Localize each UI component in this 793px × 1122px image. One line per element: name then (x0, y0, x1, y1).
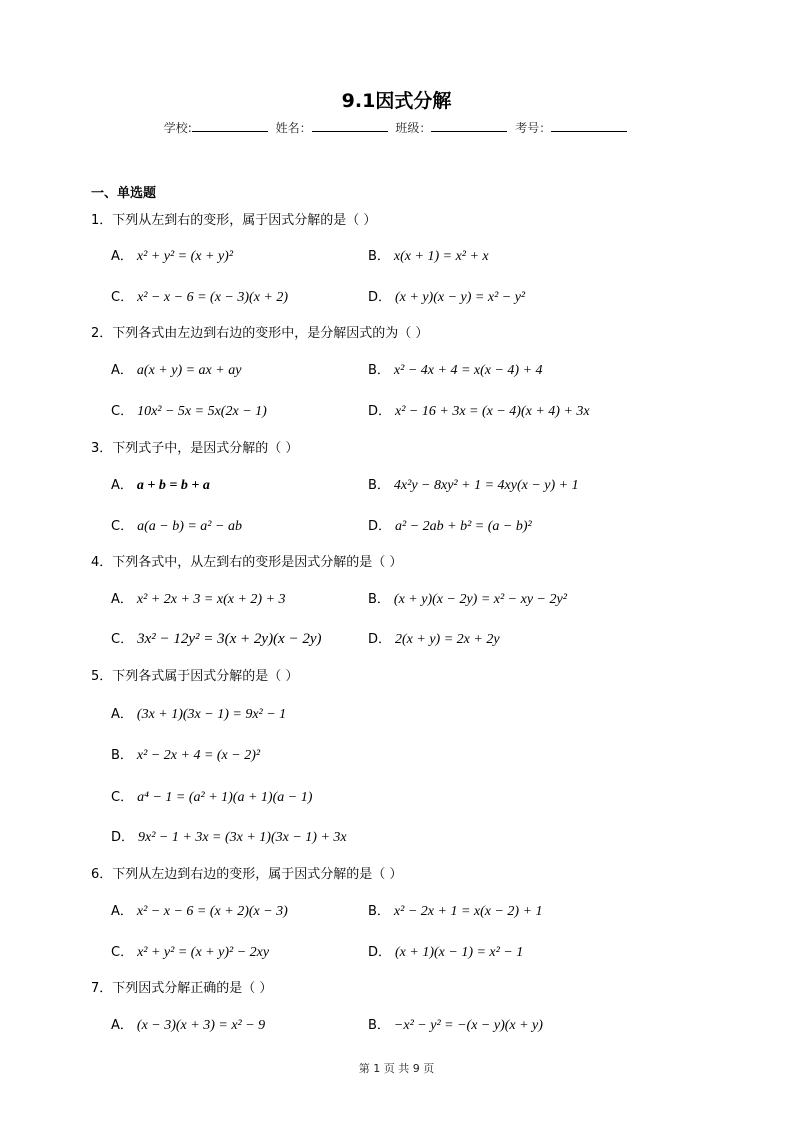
question-stem: 6．下列从左边到右边的变形，属于因式分解的是（ ） (91, 867, 403, 882)
option-b (368, 900, 543, 920)
option-c (111, 400, 267, 420)
option-expression: a⁴ − 1 = (a² + 1)(a + 1)(a − 1) (137, 790, 313, 805)
class-label: 班级： (395, 121, 432, 135)
name-label: 姓名： (275, 121, 312, 135)
option-expression: x² + y² = (x + y)² − 2xy (137, 945, 270, 960)
option-letter: A． (111, 592, 133, 607)
option-a (111, 900, 288, 920)
option-letter: D． (368, 290, 392, 305)
option-letter: A． (111, 478, 133, 493)
page-footer: 第 1 页 共 9 页 (358, 1062, 435, 1075)
option-b (368, 245, 489, 265)
option-letter: D． (368, 404, 392, 419)
option-expression: x² − 16 + 3x = (x − 4)(x + 4) + 3x (395, 404, 590, 419)
option-d (111, 826, 347, 846)
option-b (111, 744, 260, 764)
option-a (111, 1014, 265, 1034)
option-a (111, 703, 286, 723)
option-letter: B． (368, 363, 390, 378)
section-title: 一、单选题 (91, 186, 157, 201)
option-letter: D． (368, 519, 392, 534)
option-letter: A． (111, 904, 133, 919)
student-info-line (0, 119, 793, 136)
option-expression: x² − 2x + 4 = (x − 2)² (136, 748, 261, 763)
school-blank[interactable] (192, 120, 268, 132)
option-expression: −x² − y² = −(x − y)(x + y) (393, 1018, 543, 1033)
option-c (111, 786, 312, 806)
option-letter: B． (111, 748, 133, 763)
page-title: 9.1因式分解 (341, 90, 452, 112)
option-letter: C． (111, 519, 134, 534)
option-expression: x² − x − 6 = (x + 2)(x − 3) (136, 904, 288, 919)
option-expression: (x + y)(x − 2y) = x² − xy − 2y² (393, 592, 567, 607)
question-stem: 5．下列各式属于因式分解的是（ ） (91, 669, 299, 684)
option-expression: x(x + 1) = x² + x (393, 249, 489, 264)
name-blank[interactable] (312, 120, 388, 132)
option-a (111, 474, 210, 494)
option-letter: C． (111, 790, 134, 805)
option-expression: x² − x − 6 = (x − 3)(x + 2) (137, 290, 289, 305)
option-expression: a + b = b + a (136, 478, 210, 493)
question-stem: 1．下列从左到右的变形，属于因式分解的是（ ） (91, 213, 377, 228)
option-expression: (3x + 1)(3x − 1) = 9x² − 1 (136, 707, 287, 722)
option-expression: 4x²y − 8xy² + 1 = 4xy(x − y) + 1 (393, 478, 579, 493)
option-letter: B． (368, 478, 390, 493)
option-letter: A． (111, 707, 133, 722)
option-expression: a(x + y) = ax + ay (136, 363, 242, 378)
option-d (368, 628, 500, 648)
option-d (368, 515, 532, 535)
option-letter: D． (111, 830, 135, 845)
option-expression: a² − 2ab + b² = (a − b)² (395, 519, 532, 534)
option-letter: A． (111, 1018, 133, 1033)
option-expression: (x + 1)(x − 1) = x² − 1 (395, 945, 524, 960)
option-expression: x² − 2x + 1 = x(x − 2) + 1 (393, 904, 543, 919)
option-letter: C． (111, 632, 134, 647)
option-b (368, 588, 567, 608)
option-expression: 9x² − 1 + 3x = (3x + 1)(3x − 1) + 3x (138, 830, 347, 845)
option-letter: B． (368, 249, 390, 264)
option-expression: (x − 3)(x + 3) = x² − 9 (136, 1018, 266, 1033)
option-c (111, 628, 322, 648)
option-expression: a(a − b) = a² − ab (137, 519, 242, 534)
class-blank[interactable] (431, 120, 507, 132)
option-c (111, 941, 269, 961)
option-expression: x² + 2x + 3 = x(x + 2) + 3 (136, 592, 286, 607)
option-b (368, 474, 579, 494)
option-c (111, 286, 288, 306)
option-letter: C． (111, 945, 134, 960)
option-c (111, 515, 242, 535)
school-label: 学校: (163, 121, 192, 135)
option-a (111, 588, 286, 608)
option-expression: 2(x + y) = 2x + 2y (395, 632, 500, 647)
option-letter: D． (368, 945, 392, 960)
option-d (368, 286, 525, 306)
exam-no-label: 考号： (515, 121, 552, 135)
option-d (368, 400, 590, 420)
option-a (111, 359, 241, 379)
option-b (368, 359, 543, 379)
option-expression: 3x² − 12y² = 3(x + 2y)(x − 2y) (137, 631, 322, 647)
question-stem: 3．下列式子中，是因式分解的（ ） (91, 441, 299, 456)
option-letter: B． (368, 1018, 390, 1033)
option-expression: (x + y)(x − y) = x² − y² (395, 290, 526, 305)
option-letter: B． (368, 592, 390, 607)
option-d (368, 941, 523, 961)
option-expression: 10x² − 5x = 5x(2x − 1) (137, 404, 267, 419)
question-stem: 4．下列各式中，从左到右的变形是因式分解的是（ ） (91, 555, 403, 570)
option-letter: A． (111, 249, 133, 264)
option-letter: C． (111, 290, 134, 305)
option-expression: x² − 4x + 4 = x(x − 4) + 4 (393, 363, 543, 378)
option-letter: D． (368, 632, 392, 647)
question-stem: 2．下列各式由左边到右边的变形中，是分解因式的为（ ） (91, 326, 429, 341)
option-letter: B． (368, 904, 390, 919)
option-letter: C． (111, 404, 134, 419)
option-b (368, 1014, 543, 1034)
option-a (111, 245, 233, 265)
question-stem: 7．下列因式分解正确的是（ ） (91, 981, 273, 996)
option-expression: x² + y² = (x + y)² (136, 249, 234, 264)
option-letter: A． (111, 363, 133, 378)
exam-no-blank[interactable] (551, 120, 627, 132)
